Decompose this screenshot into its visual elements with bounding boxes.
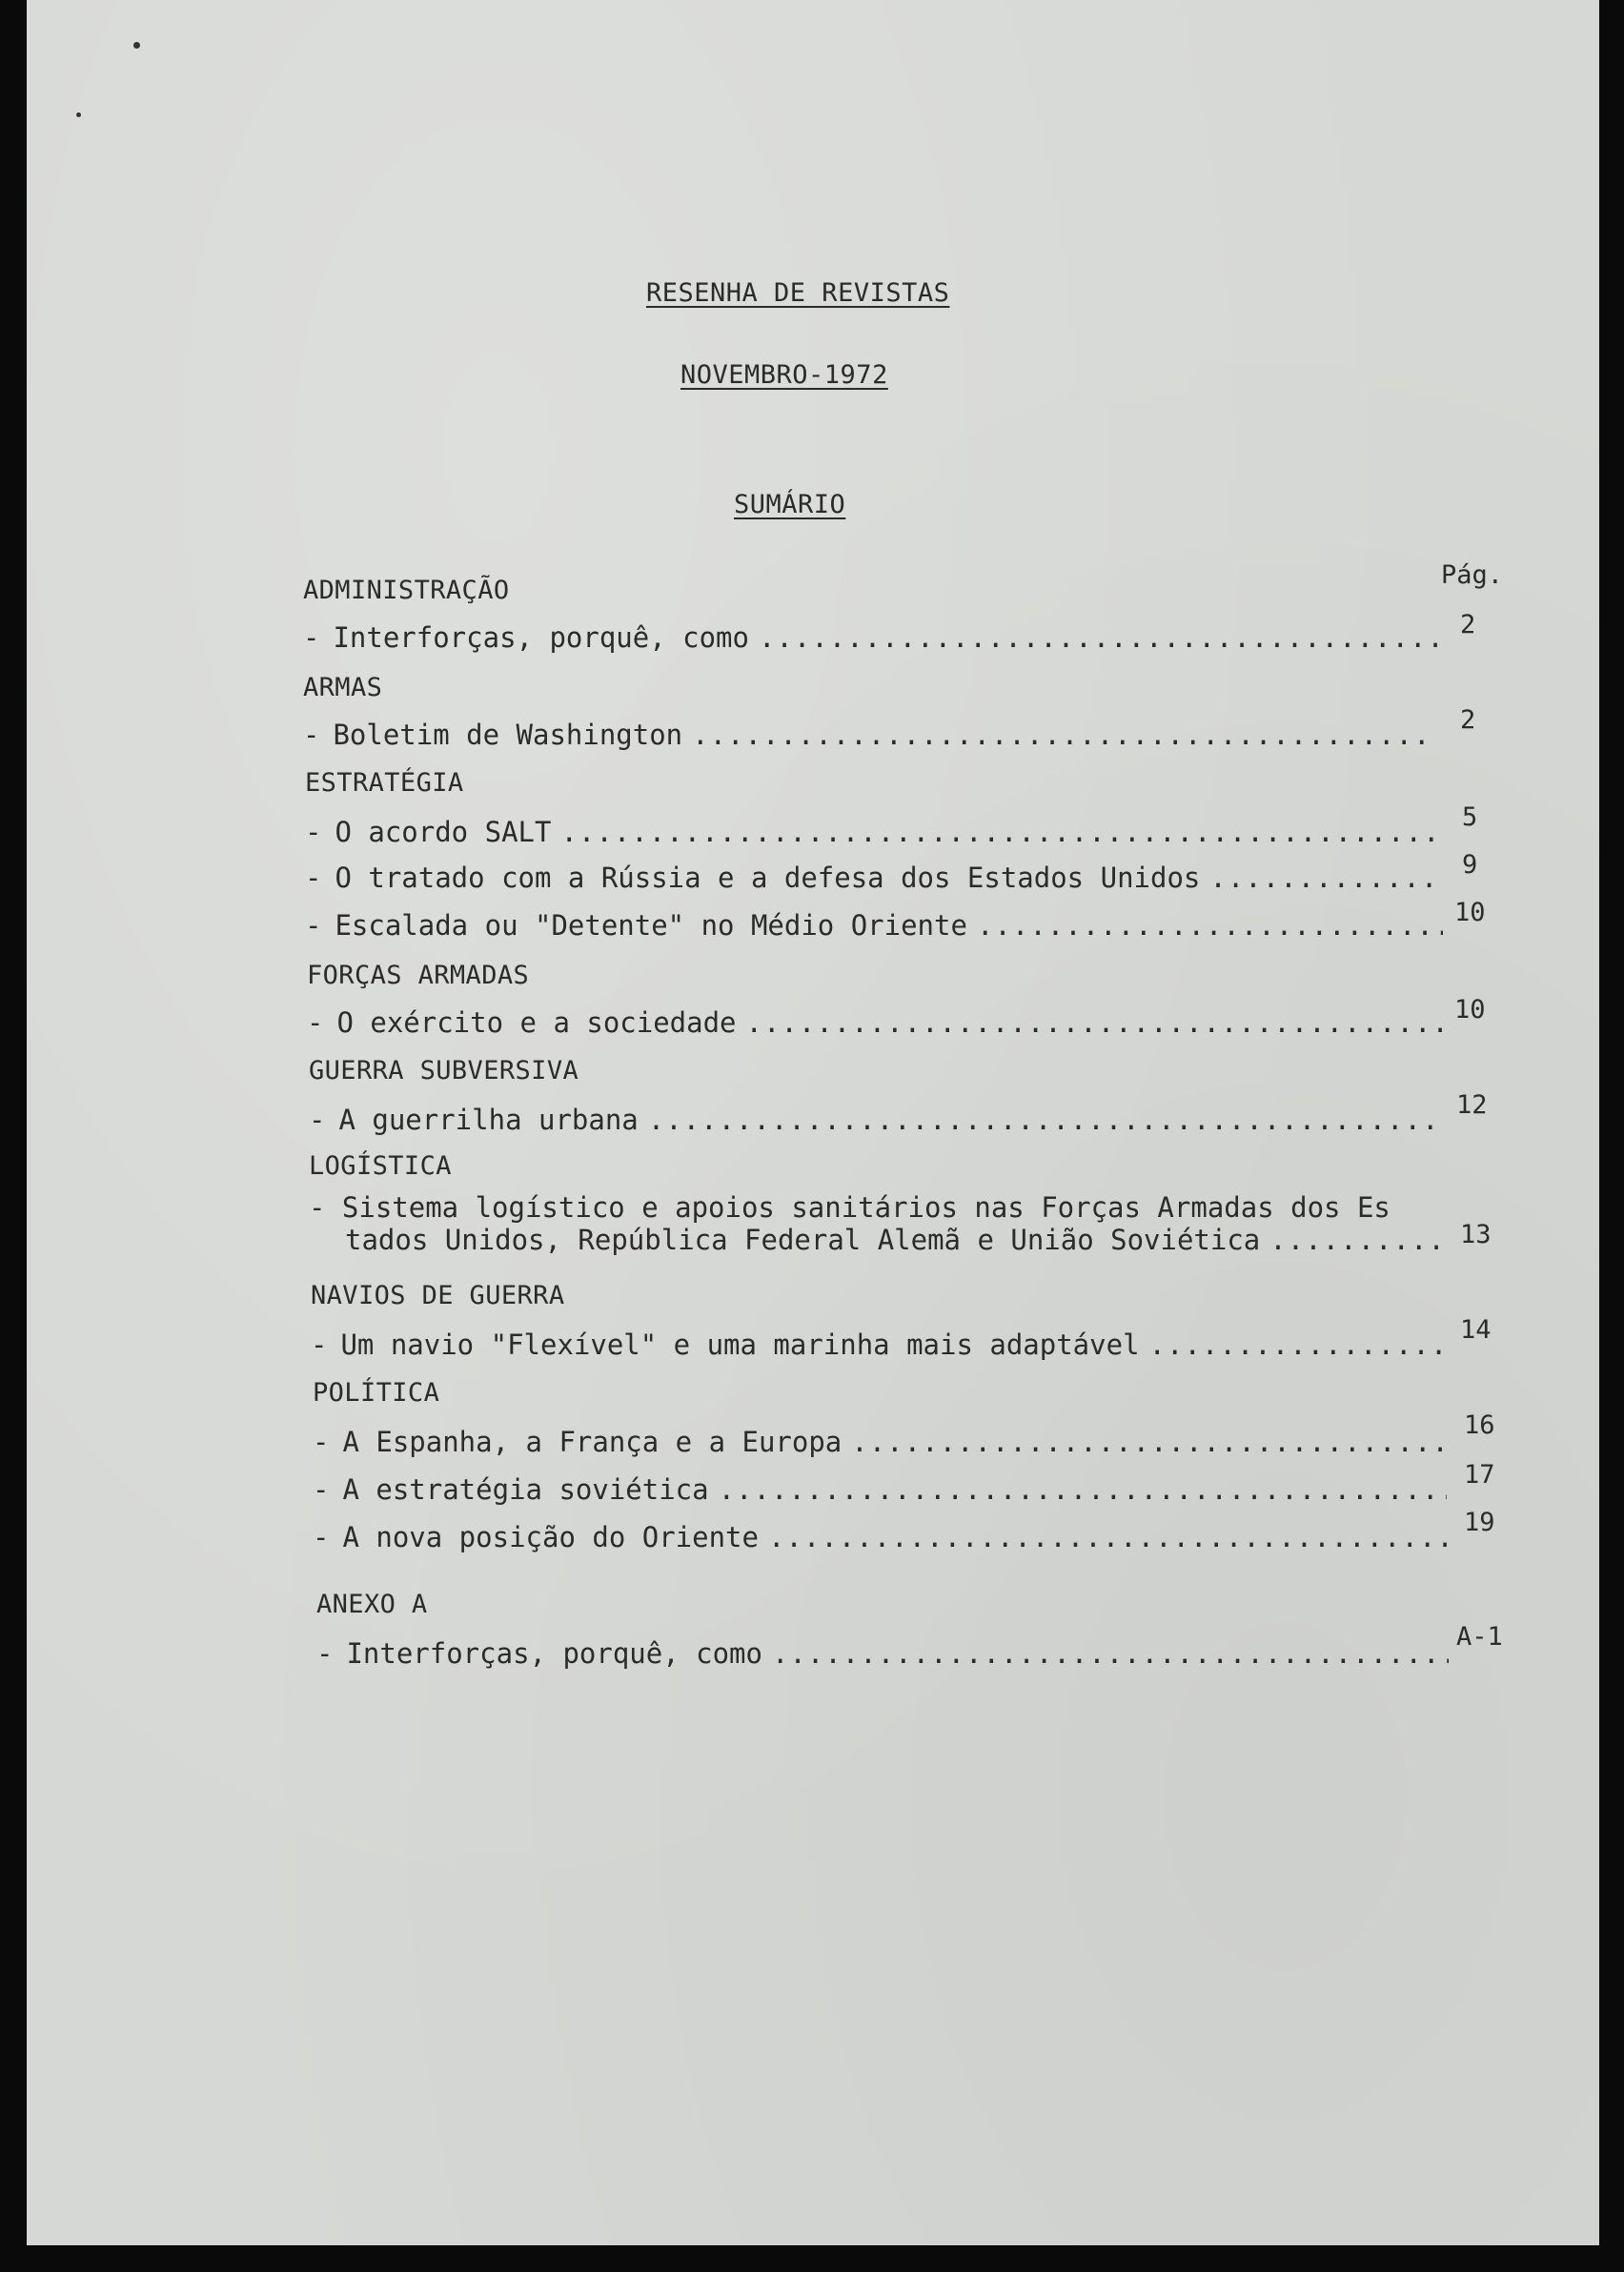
entry-page-number: 19 bbox=[1464, 1508, 1495, 1537]
dot-leader bbox=[1149, 1329, 1445, 1361]
toc-entry bbox=[316, 1637, 1458, 1670]
section-title-politica: POLÍTICA bbox=[313, 1378, 440, 1408]
section-title-armas: ARMAS bbox=[303, 673, 383, 702]
entry-dash: - bbox=[313, 1473, 330, 1506]
summary-heading: SUMÁRIO bbox=[734, 490, 846, 519]
toc-entry bbox=[305, 862, 1449, 894]
entry-title: Interforças, porquê, como bbox=[346, 1637, 762, 1670]
toc-entry bbox=[307, 1006, 1452, 1039]
dot-leader bbox=[1209, 862, 1439, 894]
entry-title: A nova posição do Oriente bbox=[342, 1521, 759, 1553]
entry-dash: - bbox=[309, 1104, 326, 1136]
dot-leader bbox=[648, 1104, 1443, 1136]
dot-leader bbox=[560, 816, 1439, 848]
entry-page-number: A-1 bbox=[1456, 1622, 1503, 1652]
entry-page-number: 2 bbox=[1460, 610, 1476, 639]
entry-dash: - bbox=[313, 1521, 330, 1553]
section-title-anexo: ANEXO A bbox=[316, 1590, 428, 1619]
entry-page-number: 14 bbox=[1460, 1315, 1492, 1345]
document-date: NOVEMBRO-1972 bbox=[680, 360, 888, 390]
entry-page-number: 10 bbox=[1454, 995, 1486, 1024]
toc-entry bbox=[313, 1521, 1456, 1553]
dot-leader bbox=[768, 1521, 1447, 1553]
entry-page-number: 9 bbox=[1462, 850, 1478, 880]
toc-entry bbox=[313, 1473, 1456, 1506]
entry-title: A guerrilha urbana bbox=[338, 1104, 639, 1136]
dot-leader bbox=[719, 1473, 1447, 1506]
document-title: RESENHA DE REVISTAS bbox=[646, 278, 950, 308]
dot-leader bbox=[851, 1426, 1447, 1458]
dot-leader bbox=[772, 1637, 1449, 1670]
dot-leader bbox=[746, 1006, 1444, 1039]
toc-entry bbox=[305, 909, 1452, 942]
dot-leader bbox=[692, 719, 1437, 751]
entry-dash: - bbox=[311, 1329, 328, 1361]
section-title-logistica: LOGÍSTICA bbox=[309, 1151, 452, 1181]
entry-dash: - bbox=[313, 1426, 330, 1458]
toc-entry bbox=[313, 1426, 1456, 1458]
document-page bbox=[27, 0, 1599, 2245]
entry-dash: - bbox=[309, 1191, 342, 1224]
entry-line-two bbox=[309, 1224, 1452, 1256]
entry-dash: - bbox=[305, 909, 322, 942]
dot-leader bbox=[977, 909, 1443, 942]
entry-dash: - bbox=[303, 719, 320, 751]
entry-page-number: 17 bbox=[1464, 1460, 1495, 1490]
toc-entry bbox=[311, 1329, 1454, 1361]
section-title-navios: NAVIOS DE GUERRA bbox=[311, 1281, 565, 1310]
entry-dash: - bbox=[303, 621, 320, 654]
entry-dash: - bbox=[305, 816, 322, 848]
toc-entry-multiline bbox=[309, 1191, 1452, 1256]
entry-line-one bbox=[309, 1191, 1452, 1224]
entry-page-number: 16 bbox=[1464, 1410, 1495, 1440]
entry-page-number: 10 bbox=[1454, 898, 1486, 927]
entry-title: O exército e a sociedade bbox=[336, 1006, 737, 1039]
section-title-guerra-subversiva: GUERRA SUBVERSIVA bbox=[309, 1056, 579, 1085]
toc-entry bbox=[303, 621, 1447, 654]
entry-page-number: 2 bbox=[1460, 705, 1476, 735]
dot-leader bbox=[1269, 1224, 1443, 1256]
entry-title: A Espanha, a França e a Europa bbox=[342, 1426, 842, 1458]
entry-title: A estratégia soviética bbox=[342, 1473, 709, 1506]
entry-title-part-one: Sistema logístico e apoios sanitários nas Forças Armadas dos Es bbox=[341, 1191, 1391, 1224]
entry-dash: - bbox=[316, 1637, 334, 1670]
section-title-forcas-armadas: FORÇAS ARMADAS bbox=[307, 961, 530, 990]
section-title-administracao: ADMINISTRAÇÃO bbox=[303, 576, 510, 605]
entry-dash: - bbox=[307, 1006, 324, 1039]
punch-hole-mark bbox=[133, 42, 140, 49]
entry-page-number: 12 bbox=[1456, 1090, 1488, 1120]
entry-title: Um navio "Flexível" e uma marinha mais adaptável bbox=[340, 1329, 1140, 1361]
dot-leader bbox=[759, 621, 1437, 654]
section-title-estrategia: ESTRATÉGIA bbox=[305, 768, 464, 798]
entry-title: Interforças, porquê, como bbox=[333, 621, 749, 654]
entry-page-number: 13 bbox=[1460, 1220, 1492, 1249]
entry-title: Boletim de Washington bbox=[333, 719, 683, 751]
entry-title: Escalada ou "Detente" no Médio Oriente bbox=[335, 909, 967, 942]
toc-entry bbox=[309, 1104, 1452, 1136]
toc-entry bbox=[303, 719, 1447, 751]
entry-page-number: 5 bbox=[1462, 802, 1478, 832]
entry-dash: - bbox=[305, 862, 322, 894]
toc-entry bbox=[305, 816, 1449, 848]
page-column-label: Pág. bbox=[1441, 560, 1504, 590]
entry-title-part-two: tados Unidos, República Federal Alemã e União Soviética bbox=[345, 1224, 1261, 1256]
entry-title: O acordo SALT bbox=[335, 816, 552, 848]
entry-title: O tratado com a Rússia e a defesa dos Estados Unidos bbox=[335, 862, 1201, 894]
punch-hole-mark bbox=[76, 112, 81, 117]
